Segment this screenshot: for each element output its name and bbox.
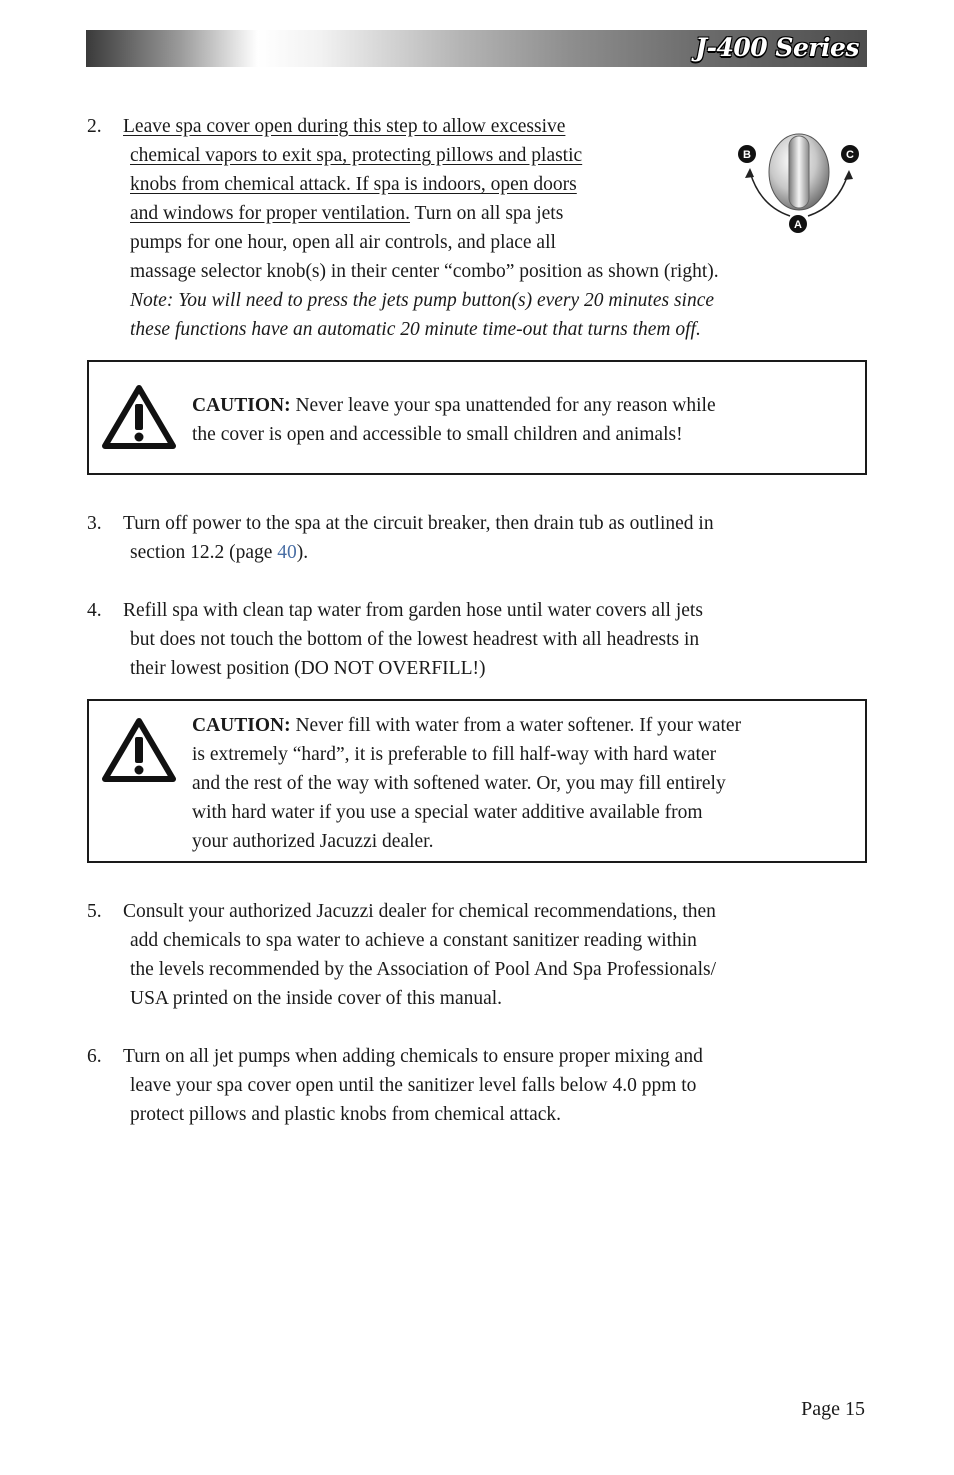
caution-1-line-2: the cover is open and accessible to small children and animals!	[192, 424, 683, 445]
step-2-note-line-1: Note: You will need to press the jets pump button(s) every 20 minutes since	[130, 290, 715, 311]
step-5-line-4: USA printed on the inside cover of this manual.	[130, 988, 503, 1009]
step-2-line-1: Leave spa cover open during this step to allow excessive	[123, 116, 566, 137]
caution-2-line-5: your authorized Jacuzzi dealer.	[192, 831, 434, 852]
caution-2-line-1: Never fill with water from a water softener. If your water	[290, 715, 742, 736]
caution-2-line-4: with hard water if you use a special water additive available from	[192, 802, 703, 823]
caution-2-line-2: is extremely “hard”, it is preferable to fill half-way with hard water	[192, 744, 717, 765]
page-number: Page 15	[801, 1398, 865, 1420]
step-2-line-4-underlined: and windows for proper ventilation.	[130, 203, 410, 224]
caution-box-supervision	[87, 360, 867, 475]
step-2-line-4-rest: Turn on all spa jets	[409, 203, 564, 224]
step-6-line-3: protect pillows and plastic knobs from chemical attack.	[130, 1104, 562, 1125]
warning-triangle-icon	[101, 384, 177, 450]
step-3-line-1: Turn off power to the spa at the circuit breaker, then drain tub as outlined in	[123, 513, 714, 534]
step-2-line-3: knobs from chemical attack. If spa is indoors, open doors	[130, 174, 577, 195]
step-3-line-2-pre: section 12.2 (page	[130, 542, 278, 563]
step-6-line-2: leave your spa cover open until the sanitizer level falls below 4.0 ppm to	[130, 1075, 697, 1096]
arrow-right-head	[844, 170, 853, 180]
step-5-line-1: Consult your authorized Jacuzzi dealer for chemical recommendations, then	[123, 901, 716, 922]
caution-label: CAUTION:	[192, 715, 291, 736]
step-2-line-5: pumps for one hour, open all air controls, and place all	[130, 232, 556, 253]
knob-handle	[789, 136, 809, 208]
step-2-note-line-2: these functions have an automatic 20 minute time-out that turns them off.	[130, 319, 701, 340]
step-5-line-3: the levels recommended by the Association of Pool And Spa Professionals/	[130, 959, 716, 980]
step-4-line-1: Refill spa with clean tap water from garden hose until water covers all jets	[123, 600, 703, 621]
label-c: C	[846, 149, 854, 161]
label-b: B	[743, 149, 751, 161]
step-number: 5.	[87, 901, 102, 922]
massage-selector-knob-diagram	[732, 128, 867, 238]
arrow-left-head	[745, 168, 754, 178]
step-5-line-2: add chemicals to spa water to achieve a constant sanitizer reading within	[130, 930, 697, 951]
warning-triangle-icon	[101, 717, 177, 783]
step-2-line-2: chemical vapors to exit spa, protecting pillows and plastic	[130, 145, 583, 166]
step-3-line-2-post: ).	[296, 542, 309, 563]
step-4-line-2: but does not touch the bottom of the lowest headrest with all headrests in	[130, 629, 700, 650]
step-2-line-6: massage selector knob(s) in their center “combo” position as shown (right).	[130, 261, 719, 282]
caution-2-line-3: and the rest of the way with softened water. Or, you may fill entirely	[192, 773, 726, 794]
label-a: A	[794, 219, 802, 231]
caution-box-water-softener	[87, 699, 867, 863]
step-6-line-1: Turn on all jet pumps when adding chemicals to ensure proper mixing and	[123, 1046, 703, 1067]
step-number: 6.	[87, 1046, 102, 1067]
step-4-line-3: their lowest position (DO NOT OVERFILL!)	[130, 658, 486, 679]
step-number: 3.	[87, 513, 102, 534]
page-40-link[interactable]: 40	[277, 542, 297, 563]
caution-1-line-1: Never leave your spa unattended for any reason while	[290, 395, 716, 416]
caution-2-text	[192, 711, 741, 856]
step-number: 4.	[87, 600, 102, 621]
caution-label: CAUTION:	[192, 395, 291, 416]
header-bar	[86, 30, 867, 67]
series-title: J-400 Series	[695, 33, 859, 62]
step-number: 2.	[87, 116, 102, 137]
caution-1-text	[192, 391, 716, 449]
